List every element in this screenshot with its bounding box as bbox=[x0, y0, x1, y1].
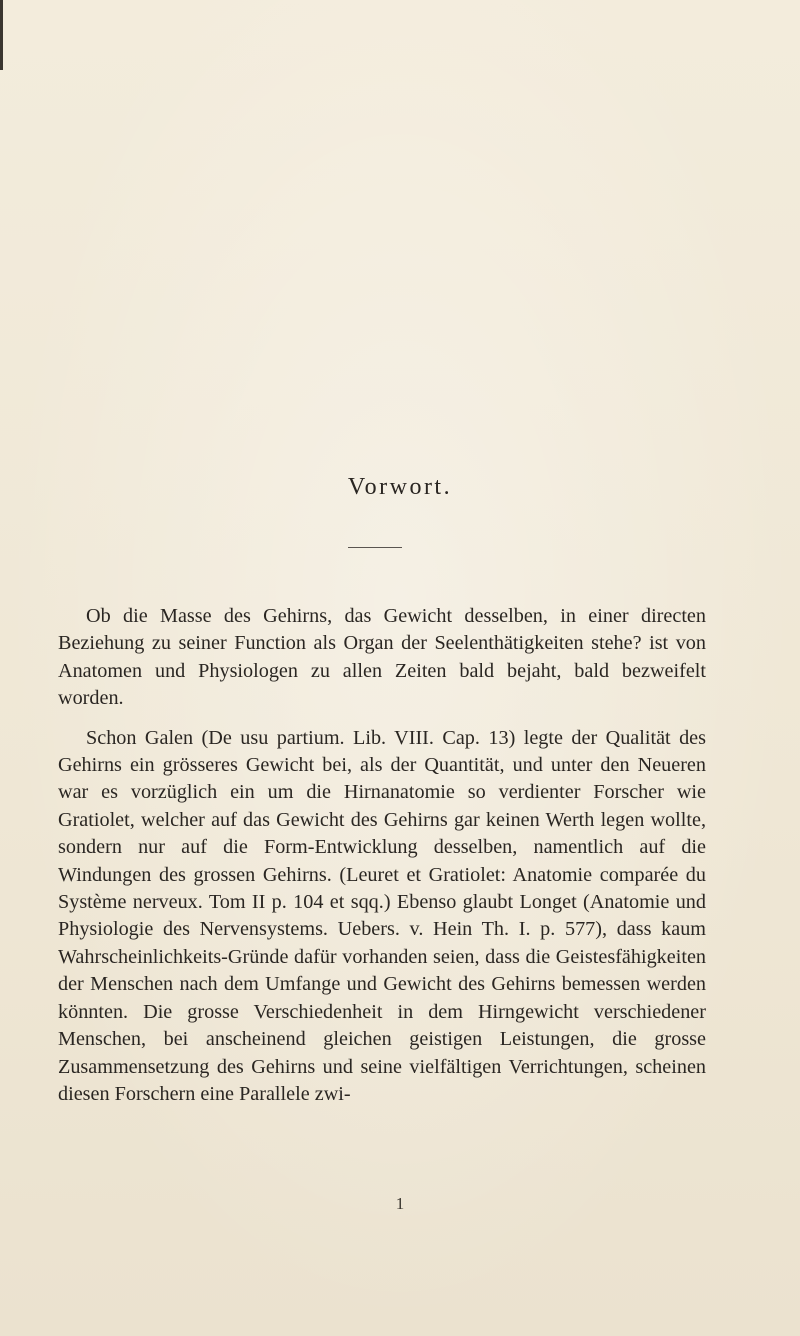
page-heading: Vorwort. bbox=[347, 474, 453, 500]
page-number: 1 bbox=[395, 1194, 405, 1213]
paragraph-2: Schon Galen (De usu partium. Lib. VIII. Cap. 13) legte der Qualität des Gehirns ein grösseres Gewicht bei, als der Quantität, und unter den Neueren war es vorzüglich ein um die Hirnanatomie so verdienter Forscher wie Gratiolet, welcher auf das Gewicht des Gehirns gar keinen Werth legen wollte, sondern nur auf die Form-Entwicklung desselben, namentlich auf die Windungen des grossen Gehirns. (Leuret et Gratiolet: Anatomie comparée du Système nerveux. Tom II p. 104 et sqq.) Ebenso glaubt Longet (Anatomie und Physiologie des Nervensystems. Uebers. v. Hein Th. I. p. 577), dass kaum Wahrscheinlichkeits-Gründe dafür vorhanden seien, dass die Geistesfähigkeiten der Menschen nach dem Umfange und Gewicht des Gehirns bemessen werden könnten. Die grosse Verschiedenheit in dem Hirngewicht verschiedener Menschen, bei anscheinend gleichen geistigen Leistungen, die grosse Zusammensetzung des Gehirns und seine vielfältigen Verrichtungen, scheinen diesen Forschern eine Parallele zwi- bbox=[58, 726, 706, 1105]
paragraph-1: Ob die Masse des Gehirns, das Gewicht desselben, in einer directen Beziehung zu seiner Function als Organ der Seelenthätigkeiten stehe? ist von Anatomen und Physiologen zu allen Zeiten bald bejaht, bald bezweifelt worden. bbox=[58, 605, 706, 710]
heading-divider bbox=[348, 547, 402, 548]
page-edge-shadow bbox=[0, 0, 3, 70]
body-text bbox=[58, 603, 706, 1108]
